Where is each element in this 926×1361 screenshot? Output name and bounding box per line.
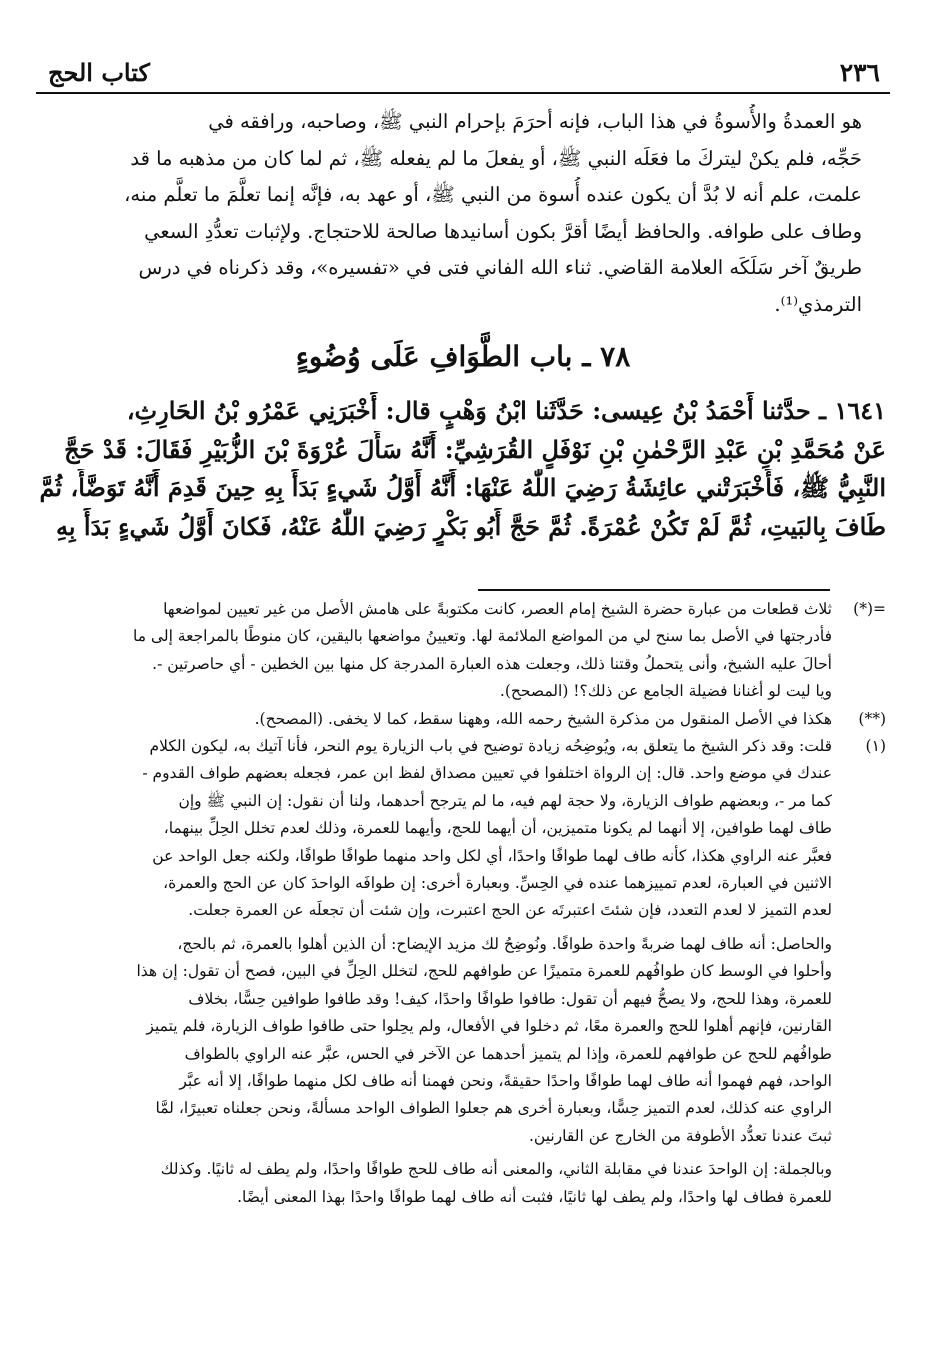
footnote-line: كما مر -، وبعضهم طواف الزيارة، ولا حجة لهم فيه، ما لم يترجح أحدهما، ولنا أن نقول: إن النبي ﷺ وإن bbox=[178, 791, 832, 810]
footnote-line: فأدرجتها في الأصل بما سنح لي من المواضع الملائمة لها. وتعيينُ مواضعها باليقين، كان منوطًا بالمراجعة إلى ما bbox=[132, 627, 832, 646]
text-line: هو العمدةُ والأُسوةُ في هذا الباب، فإنه أحرَمَ بإحرام النبي ﷺ، وصاحبه، ورافقه في bbox=[208, 110, 862, 133]
chapter-heading: ٧٨ ـ باب الطَّوَافِ عَلَى وُضُوءٍ bbox=[295, 340, 631, 373]
footnote-line: قلت: وقد ذكر الشيخ ما يتعلق به، ويُوضِحُه زيادة توضيح في باب الزيارة يوم النحر، فأنا آتيك به، ليكون الكلام bbox=[149, 737, 832, 756]
text-line: طريقٌ آخر سَلَكَه العلامة القاضي. ثناء الله الفاني فتى في «تفسيره»، وقد ذكرناه في درس bbox=[138, 256, 862, 279]
footnote-line: القارنين، فإنهم أهلوا للحج والعمرة معًا، ثم دخلوا في الأفعال، ولم يحِلوا حتى طافوا طواف الزيارة، فلم يتميز bbox=[146, 1017, 832, 1036]
footnote-3 bbox=[36, 733, 886, 1211]
footnote-separator bbox=[478, 589, 830, 591]
text-line: حَجِّه، فلم يكنْ ليتركَ ما فعَلَه النبي ﷺ، أو يفعلَ ما لم يفعله ﷺ، ثم لما كان من مذهبه ما قد bbox=[130, 146, 862, 170]
footnote-1 bbox=[36, 596, 886, 706]
hadith-line: ١٦٤١ ـ حدَّثنا أَحْمَدُ بْنُ عِيسى: حَدَّثَنا ابْنُ وَهْبٍ قال: أَخْبَرَنِي عَمْرُو بْنُ الحَارِثِ، bbox=[126, 396, 886, 425]
footnote-line: أحالَ عليه الشيخ، وأنى يتحملُ وقتنا ذلك، وجعلت هذه العبارة المدرجة كل منها بين الخطين - أي حاصرتين -. bbox=[152, 654, 832, 673]
footnote-marker: (١) bbox=[865, 737, 886, 756]
footnote-line: ويا ليت لو أغنانا فضيلة الجامع عن ذلك؟! (المصحح). bbox=[499, 682, 832, 701]
footnote-marker: (**) bbox=[858, 709, 886, 728]
page-number: ٢٣٦ bbox=[839, 58, 880, 87]
footnote-line: والحاصل: أنه طاف لهما ضربةً واحدة طوافًا. ونُوضِحُ لك مزيد الإيضاح: أن الذين أهلوا بالعمرة، ثم بالحج، bbox=[177, 934, 832, 953]
footnote-line: لعدم التميز لا لعدم التعدد، فإن شئتَ اعتبرتَه عن الحج اعتبرت، وإن شئت أن تجعلَه عن العمرة جعلت. bbox=[188, 901, 832, 920]
hadith-line: النَّبِيُّ ﷺ، فَأَخْبَرَتْني عائِشَةُ رَضِيَ اللّٰهُ عَنْهَا: أَنَّهُ أَوَّلُ شَيءٍ بَدَأَ بِهِ حِينَ قَدِمَ أَنَّهُ تَوَضَّأَ، ثُمَّ bbox=[39, 473, 886, 502]
footnote-line: الاثنين في العبارة، لعدم تمييزهما عنده في الحِسِّ. وبعبارة أخرى: إن طوافَه الواحدَ كان عن الحج والعمرة، bbox=[163, 874, 832, 893]
footnote-2 bbox=[36, 706, 886, 733]
running-title: كتاب الحج bbox=[48, 58, 150, 87]
footnote-line: طاف لهما طوافين، إلا أنهما لم يكونا متميزين، أن أيهما للحج، وأيهما للعمرة، وذلك لعدم تخلل الحِلِّ بينهما، bbox=[163, 819, 832, 838]
footnote-line: طوافُهم للحج عن طوافهم للعمرة، وإذا لم يتميز أحدهما عن الآخر في الحس، عبَّر عنه الراوي بالطواف bbox=[184, 1044, 832, 1063]
hadith-line: طَافَ بِالبَيتِ، ثُمَّ لَمْ تَكُنْ عُمْرَةً. ثُمَّ حَجَّ أَبُو بَكْرٍ رَضِيَ اللّٰهُ عَنْهُ، فَكانَ أَوَّلُ شَيءٍ بَدَأَ بِهِ bbox=[55, 511, 886, 541]
footnotes bbox=[36, 596, 886, 1211]
footnote-line: وبالجملة: إن الواحدَ عندنا في مقابلة الثاني، والمعنى أنه طاف للحج طوافًا واحدًا، ولم يطف له ثانيًا. وكذلك bbox=[160, 1160, 832, 1179]
footnote-line: الواحد، فهم فهموا أنه طاف لهما طوافًا واحدًا حقيقةً، ونحن فهمنا أنه طاف لكل منهما طوافًا، إلا أنه عبَّر bbox=[179, 1071, 832, 1090]
footnote-line: ثبتَ عندنا تعدُّد الأطوفة من الخارج عن القارنين. bbox=[528, 1126, 832, 1145]
page-header bbox=[36, 52, 890, 94]
text-line: علمت، علم أنه لا بُدَّ أن يكون عنده أُسوة من النبي ﷺ، أو عهد به، فإنَّه إنما تعلَّمَ ما تعلَّم منه، bbox=[124, 183, 862, 206]
footnote-line: ثلاث قطعات من عبارة حضرة الشيخ إمام العصر، كانت مكتوبةً على هامش الأصل من غير تعيين لمواضعها bbox=[163, 600, 832, 618]
footnote-line: وأحلوا في الوسط كان طوافُهم للعمرة متميزًا عن طوافهم للحج، لتخلل الحِلِّ في البين، فصح أن تقول: إن هذا bbox=[136, 962, 832, 981]
hadith-text bbox=[36, 392, 886, 546]
footnote-marker: =(*) bbox=[853, 600, 886, 618]
footnote-line: للعمرة فطاف لها واحدًا، ولم يطف لها ثانيًا، فثبت أنه طاف لهما طوافًا واحدًا بهذا المعنى أيضًا. bbox=[237, 1187, 832, 1206]
footnote-line: فعبَّر عنه الراوي هكذا، كأنه طاف لهما طوافًا واحدًا، أي لكل واحد منهما طوافًا طوافًا، ولكنه جعل الواحد عن bbox=[152, 846, 832, 865]
footnote-line: للعمرة، وهذا للحج، ولا يصحُّ فيهم أن تقول: طافوا طوافًا واحدًا، كيف! وقد طافوا طوافين حِسًّا، بخلاف bbox=[188, 989, 832, 1008]
footnote-line: هكذا في الأصل المنقول من مذكرة الشيخ رحمه الله، وههنا سقط، كما لا يخفى. (المصحح). bbox=[254, 709, 832, 728]
text-line: وطاف على طوافه. والحافظ أيضًا أقرَّ بكون أسانيدها صالحة للاحتجاج. ولإثبات تعدُّدِ السعي bbox=[144, 219, 862, 243]
text-line: الترمذي⁽¹⁾. bbox=[774, 292, 862, 316]
footnote-line: الراوي عنه كذلك، لعدم التميز حِسًّا، وبعبارة أخرى هم جعلوا الطواف الواحد مسألةً، ونحن جعلناه تعبيرًا، لمَّا bbox=[155, 1099, 832, 1118]
hadith-line: عَنْ مُحَمَّدِ بْنِ عَبْدِ الرَّحْمٰنِ بْنِ نَوْفَلٍ القُرَشِيِّ: أَنَّهُ سَأَلَ عُرْوَةَ بْنَ الزُّبَيْرِ فَقَالَ: قَدْ حَجَّ bbox=[64, 434, 886, 464]
footnote-line: عندك في موضع واحد. قال: إن الرواة اختلفوا في تعيين مصداق لفظ ابن عمر، فجعله بعضهم طواف القدوم - bbox=[142, 764, 832, 783]
commentary-paragraph bbox=[36, 104, 862, 323]
